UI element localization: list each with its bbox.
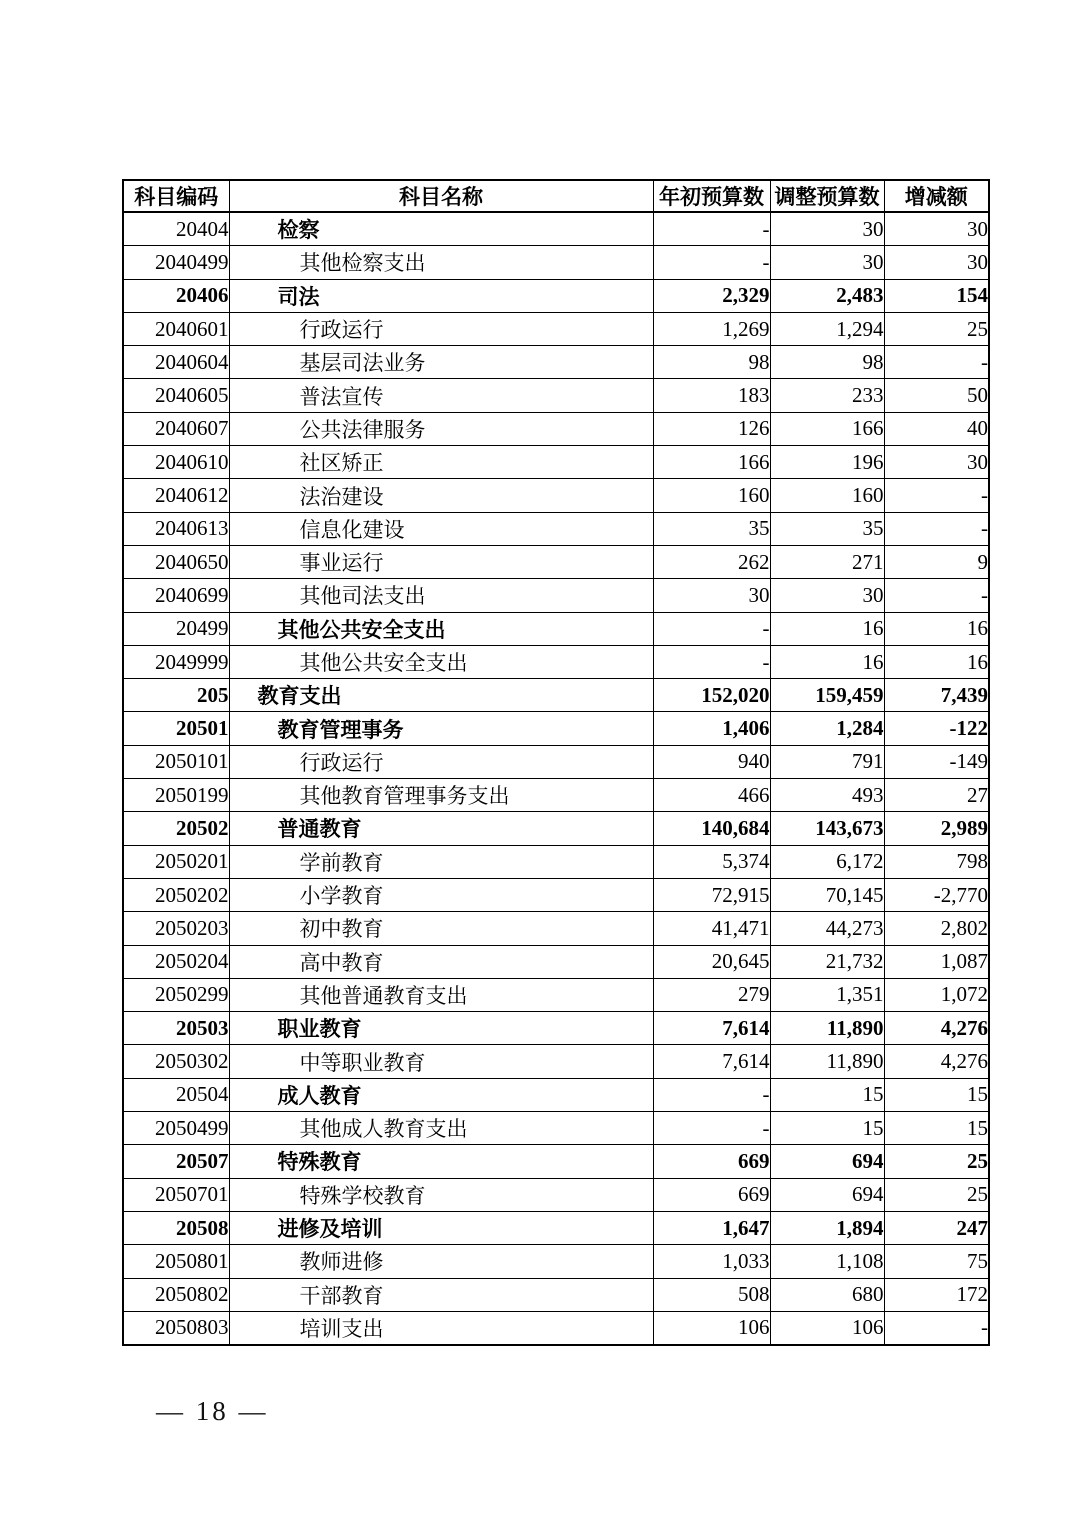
adjusted-budget-cell: 16: [770, 645, 884, 678]
initial-budget-cell: -: [653, 246, 770, 279]
change-amount-cell: -149: [884, 745, 989, 778]
page-number: — 18 —: [156, 1396, 269, 1426]
change-amount-cell: 2,802: [884, 912, 989, 945]
table-row: [123, 1112, 989, 1145]
name-cell: 社区矫正: [229, 446, 653, 479]
change-amount-cell: 9: [884, 545, 989, 578]
table-row: [123, 812, 989, 845]
adjusted-budget-cell: 1,108: [770, 1245, 884, 1278]
code-cell: 2040604: [123, 346, 229, 379]
header-subject-name: 科目名称: [229, 180, 653, 212]
name-cell: 进修及培训: [229, 1211, 653, 1244]
name-cell: 事业运行: [229, 545, 653, 578]
adjusted-budget-cell: 196: [770, 446, 884, 479]
name-cell: 司法: [229, 279, 653, 312]
name-cell: 其他检察支出: [229, 246, 653, 279]
table-row: [123, 912, 989, 945]
name-cell: 干部教育: [229, 1278, 653, 1311]
adjusted-budget-cell: 791: [770, 745, 884, 778]
code-cell: 2040601: [123, 312, 229, 345]
initial-budget-cell: 41,471: [653, 912, 770, 945]
code-cell: 20508: [123, 1211, 229, 1244]
code-cell: 2050802: [123, 1278, 229, 1311]
adjusted-budget-cell: 30: [770, 212, 884, 246]
name-cell: 信息化建设: [229, 512, 653, 545]
initial-budget-cell: 30: [653, 579, 770, 612]
initial-budget-cell: 940: [653, 745, 770, 778]
table-row: [123, 978, 989, 1011]
table-row: [123, 379, 989, 412]
table-body: [123, 212, 989, 1345]
code-cell: 2050101: [123, 745, 229, 778]
name-cell: 初中教育: [229, 912, 653, 945]
name-cell: 特殊学校教育: [229, 1178, 653, 1211]
change-amount-cell: 15: [884, 1078, 989, 1111]
adjusted-budget-cell: 493: [770, 779, 884, 812]
table-row: [123, 446, 989, 479]
adjusted-budget-cell: 233: [770, 379, 884, 412]
change-amount-cell: -: [884, 579, 989, 612]
header-row: [123, 180, 989, 212]
table-row: [123, 612, 989, 645]
name-cell: 小学教育: [229, 878, 653, 911]
table-row: [123, 279, 989, 312]
adjusted-budget-cell: 159,459: [770, 679, 884, 712]
change-amount-cell: -: [884, 512, 989, 545]
table-row: [123, 845, 989, 878]
initial-budget-cell: -: [653, 212, 770, 246]
code-cell: 2050202: [123, 878, 229, 911]
code-cell: 2050803: [123, 1311, 229, 1345]
initial-budget-cell: 72,915: [653, 878, 770, 911]
table-row: [123, 312, 989, 345]
change-amount-cell: 30: [884, 246, 989, 279]
initial-budget-cell: 106: [653, 1311, 770, 1345]
initial-budget-cell: 1,269: [653, 312, 770, 345]
initial-budget-cell: 160: [653, 479, 770, 512]
initial-budget-cell: 20,645: [653, 945, 770, 978]
change-amount-cell: 1,087: [884, 945, 989, 978]
table-row: [123, 1178, 989, 1211]
change-amount-cell: 4,276: [884, 1012, 989, 1045]
name-cell: 特殊教育: [229, 1145, 653, 1178]
initial-budget-cell: 7,614: [653, 1045, 770, 1078]
table-row: [123, 1278, 989, 1311]
adjusted-budget-cell: 6,172: [770, 845, 884, 878]
adjusted-budget-cell: 30: [770, 579, 884, 612]
code-cell: 2049999: [123, 645, 229, 678]
name-cell: 法治建设: [229, 479, 653, 512]
initial-budget-cell: 5,374: [653, 845, 770, 878]
header-adjusted-budget: 调整预算数: [770, 180, 884, 212]
code-cell: 2040607: [123, 412, 229, 445]
name-cell: 普通教育: [229, 812, 653, 845]
name-cell: 其他教育管理事务支出: [229, 779, 653, 812]
code-cell: 20404: [123, 212, 229, 246]
table-header: [123, 180, 989, 212]
table-row: [123, 878, 989, 911]
code-cell: 20504: [123, 1078, 229, 1111]
table-row: [123, 1045, 989, 1078]
code-cell: 2050801: [123, 1245, 229, 1278]
table-row: [123, 1078, 989, 1111]
initial-budget-cell: 7,614: [653, 1012, 770, 1045]
table-row: [123, 1311, 989, 1345]
change-amount-cell: 30: [884, 212, 989, 246]
name-cell: 普法宣传: [229, 379, 653, 412]
header-change-amount: 增减额: [884, 180, 989, 212]
initial-budget-cell: 35: [653, 512, 770, 545]
adjusted-budget-cell: 11,890: [770, 1012, 884, 1045]
name-cell: 公共法律服务: [229, 412, 653, 445]
adjusted-budget-cell: 106: [770, 1311, 884, 1345]
initial-budget-cell: 279: [653, 978, 770, 1011]
code-cell: 205: [123, 679, 229, 712]
table-row: [123, 212, 989, 246]
adjusted-budget-cell: 15: [770, 1078, 884, 1111]
initial-budget-cell: 1,647: [653, 1211, 770, 1244]
table-row: [123, 412, 989, 445]
code-cell: 20499: [123, 612, 229, 645]
initial-budget-cell: 166: [653, 446, 770, 479]
adjusted-budget-cell: 166: [770, 412, 884, 445]
code-cell: 2040650: [123, 545, 229, 578]
initial-budget-cell: 126: [653, 412, 770, 445]
initial-budget-cell: 183: [653, 379, 770, 412]
change-amount-cell: 16: [884, 612, 989, 645]
code-cell: 20406: [123, 279, 229, 312]
name-cell: 教育支出: [229, 679, 653, 712]
adjusted-budget-cell: 44,273: [770, 912, 884, 945]
initial-budget-cell: 140,684: [653, 812, 770, 845]
code-cell: 2050201: [123, 845, 229, 878]
table-row: [123, 579, 989, 612]
table-row: [123, 945, 989, 978]
table-row: [123, 779, 989, 812]
initial-budget-cell: 2,329: [653, 279, 770, 312]
change-amount-cell: 25: [884, 1178, 989, 1211]
adjusted-budget-cell: 271: [770, 545, 884, 578]
code-cell: 2040610: [123, 446, 229, 479]
name-cell: 其他成人教育支出: [229, 1112, 653, 1145]
initial-budget-cell: -: [653, 1078, 770, 1111]
adjusted-budget-cell: 1,284: [770, 712, 884, 745]
adjusted-budget-cell: 11,890: [770, 1045, 884, 1078]
name-cell: 学前教育: [229, 845, 653, 878]
adjusted-budget-cell: 143,673: [770, 812, 884, 845]
name-cell: 检察: [229, 212, 653, 246]
table-row: [123, 645, 989, 678]
code-cell: 20501: [123, 712, 229, 745]
adjusted-budget-cell: 694: [770, 1145, 884, 1178]
name-cell: 行政运行: [229, 312, 653, 345]
initial-budget-cell: 98: [653, 346, 770, 379]
change-amount-cell: 4,276: [884, 1045, 989, 1078]
initial-budget-cell: -: [653, 612, 770, 645]
code-cell: 2050701: [123, 1178, 229, 1211]
table-row: [123, 346, 989, 379]
change-amount-cell: 798: [884, 845, 989, 878]
initial-budget-cell: 1,406: [653, 712, 770, 745]
header-subject-code: 科目编码: [123, 180, 229, 212]
name-cell: 高中教育: [229, 945, 653, 978]
table-row: [123, 1211, 989, 1244]
change-amount-cell: 7,439: [884, 679, 989, 712]
adjusted-budget-cell: 1,294: [770, 312, 884, 345]
change-amount-cell: -: [884, 479, 989, 512]
initial-budget-cell: 152,020: [653, 679, 770, 712]
table-row: [123, 745, 989, 778]
header-initial-budget: 年初预算数: [653, 180, 770, 212]
adjusted-budget-cell: 21,732: [770, 945, 884, 978]
code-cell: 2040605: [123, 379, 229, 412]
adjusted-budget-cell: 1,351: [770, 978, 884, 1011]
change-amount-cell: -: [884, 1311, 989, 1345]
table-row: [123, 1145, 989, 1178]
change-amount-cell: 15: [884, 1112, 989, 1145]
change-amount-cell: 172: [884, 1278, 989, 1311]
code-cell: 2040612: [123, 479, 229, 512]
code-cell: 20503: [123, 1012, 229, 1045]
initial-budget-cell: 508: [653, 1278, 770, 1311]
adjusted-budget-cell: 160: [770, 479, 884, 512]
initial-budget-cell: -: [653, 1112, 770, 1145]
table-row: [123, 679, 989, 712]
name-cell: 中等职业教育: [229, 1045, 653, 1078]
code-cell: 20507: [123, 1145, 229, 1178]
adjusted-budget-cell: 1,894: [770, 1211, 884, 1244]
adjusted-budget-cell: 35: [770, 512, 884, 545]
table-row: [123, 512, 989, 545]
change-amount-cell: 1,072: [884, 978, 989, 1011]
adjusted-budget-cell: 694: [770, 1178, 884, 1211]
initial-budget-cell: 262: [653, 545, 770, 578]
name-cell: 其他公共安全支出: [229, 612, 653, 645]
adjusted-budget-cell: 98: [770, 346, 884, 379]
change-amount-cell: 154: [884, 279, 989, 312]
initial-budget-cell: 669: [653, 1145, 770, 1178]
name-cell: 行政运行: [229, 745, 653, 778]
initial-budget-cell: 669: [653, 1178, 770, 1211]
change-amount-cell: 25: [884, 1145, 989, 1178]
table-row: [123, 479, 989, 512]
name-cell: 基层司法业务: [229, 346, 653, 379]
table-row: [123, 246, 989, 279]
adjusted-budget-cell: 70,145: [770, 878, 884, 911]
table-row: [123, 545, 989, 578]
change-amount-cell: -: [884, 346, 989, 379]
code-cell: 2040499: [123, 246, 229, 279]
change-amount-cell: 25: [884, 312, 989, 345]
change-amount-cell: -2,770: [884, 878, 989, 911]
change-amount-cell: 30: [884, 446, 989, 479]
change-amount-cell: 247: [884, 1211, 989, 1244]
change-amount-cell: 27: [884, 779, 989, 812]
code-cell: 2050199: [123, 779, 229, 812]
code-cell: 2050204: [123, 945, 229, 978]
change-amount-cell: 2,989: [884, 812, 989, 845]
name-cell: 教育管理事务: [229, 712, 653, 745]
name-cell: 其他司法支出: [229, 579, 653, 612]
table-row: [123, 1012, 989, 1045]
table-row: [123, 1245, 989, 1278]
change-amount-cell: 50: [884, 379, 989, 412]
name-cell: 其他公共安全支出: [229, 645, 653, 678]
code-cell: 2050203: [123, 912, 229, 945]
code-cell: 20502: [123, 812, 229, 845]
adjusted-budget-cell: 30: [770, 246, 884, 279]
change-amount-cell: 40: [884, 412, 989, 445]
name-cell: 其他普通教育支出: [229, 978, 653, 1011]
code-cell: 2040699: [123, 579, 229, 612]
budget-table: [122, 179, 990, 1346]
change-amount-cell: 16: [884, 645, 989, 678]
code-cell: 2050302: [123, 1045, 229, 1078]
initial-budget-cell: -: [653, 645, 770, 678]
change-amount-cell: 75: [884, 1245, 989, 1278]
code-cell: 2050299: [123, 978, 229, 1011]
name-cell: 培训支出: [229, 1311, 653, 1345]
initial-budget-cell: 466: [653, 779, 770, 812]
table-row: [123, 712, 989, 745]
name-cell: 职业教育: [229, 1012, 653, 1045]
adjusted-budget-cell: 2,483: [770, 279, 884, 312]
code-cell: 2050499: [123, 1112, 229, 1145]
initial-budget-cell: 1,033: [653, 1245, 770, 1278]
adjusted-budget-cell: 680: [770, 1278, 884, 1311]
name-cell: 教师进修: [229, 1245, 653, 1278]
name-cell: 成人教育: [229, 1078, 653, 1111]
code-cell: 2040613: [123, 512, 229, 545]
adjusted-budget-cell: 15: [770, 1112, 884, 1145]
change-amount-cell: -122: [884, 712, 989, 745]
adjusted-budget-cell: 16: [770, 612, 884, 645]
